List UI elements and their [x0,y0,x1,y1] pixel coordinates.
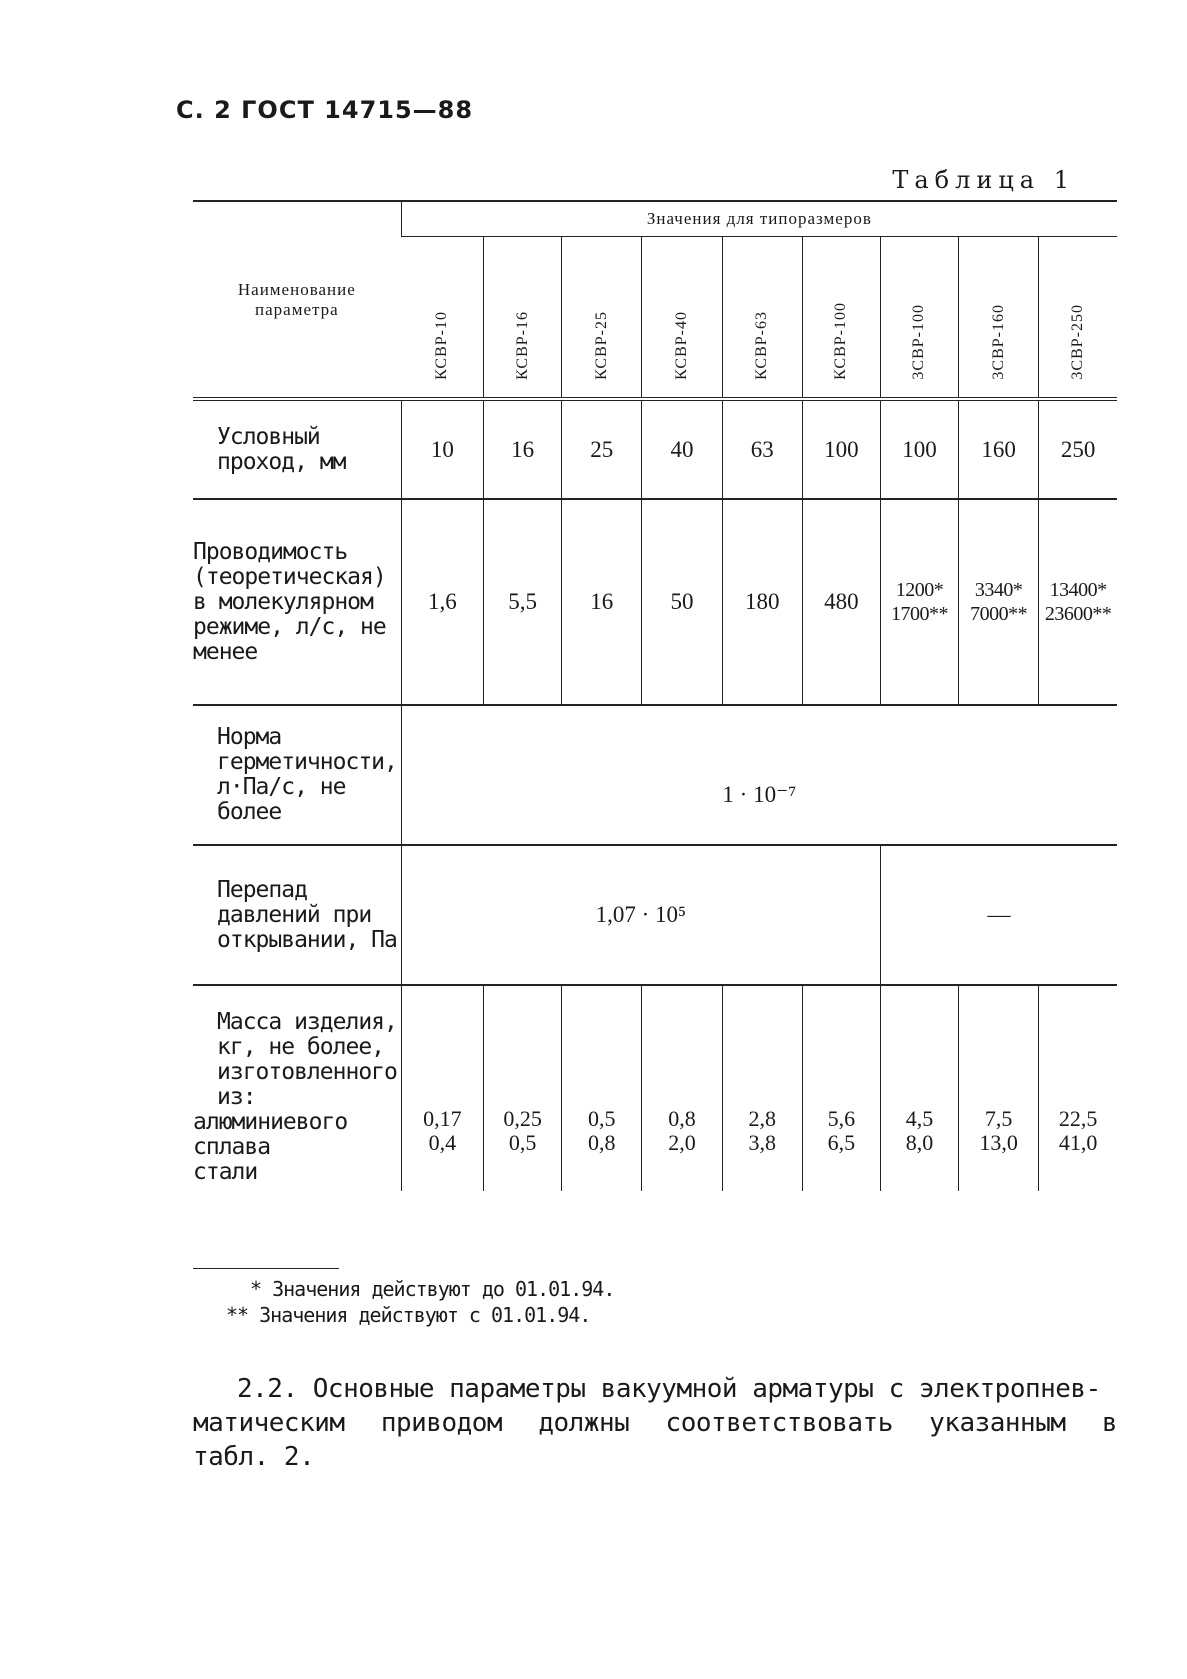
mass-sublabel-aluminium: алюминиевого сплава [193,1109,348,1160]
paragraph-line-3: табл. 2. [193,1442,315,1472]
mass-aluminium-value: 22,5 [1058,1106,1098,1131]
mass-steel-value: 2,0 [668,1130,696,1155]
column-header [958,237,1038,400]
mass-steel-value: 6,5 [827,1130,856,1155]
cell-conductance: 5,5 [484,499,562,705]
cell-mass [642,985,722,1191]
paragraph-line-1: 2.2. Основные параметры вакуумной арматуры с электропнев- [237,1374,1101,1404]
mass-steel-value: 41,0 [1058,1130,1098,1155]
mass-steel-value: 0,4 [428,1130,457,1155]
mass-aluminium-value: 4,5 [905,1106,934,1131]
mass-aluminium-value: 0,5 [588,1106,616,1131]
column-header [562,237,642,400]
paragraph-line-2 [193,1406,1117,1440]
mass-aluminium-value: 0,25 [503,1106,542,1131]
table-caption: Таблица 1 [892,166,1075,194]
row-nominal-bore [193,399,1117,499]
cell-conductance: 13400* 23600** [1039,499,1117,705]
cell-nominal-bore: 40 [642,399,722,499]
page-header: С. 2 ГОСТ 14715—88 [176,96,474,124]
leak-rate-value: 1 · 10⁻⁷ [401,705,1117,845]
cell-conductance: 1,6 [401,499,483,705]
cell-mass [722,985,802,1191]
mass-aluminium-value: 7,5 [984,1106,1013,1131]
mass-steel-value: 0,5 [508,1130,537,1155]
paragraph-word: в [1101,1408,1117,1438]
mass-steel-value: 13,0 [979,1130,1018,1155]
row-label: Норма герметичности, л·Па/с, не более [193,705,401,845]
column-header-label: КСВР-16 [513,311,531,380]
row-pressure-drop [193,845,1117,985]
cell-conductance: 16 [562,499,642,705]
column-header-label: КСВР-40 [673,311,690,380]
mass-sublabel-steel: стали [193,1159,258,1185]
mass-aluminium-value: 0,8 [668,1106,696,1131]
column-header [880,237,958,400]
column-header [1039,237,1117,400]
param-name-header: Наименование параметра [193,201,401,399]
paragraph-word: должны [538,1408,630,1438]
cell-nominal-bore: 100 [880,399,958,499]
cell-nominal-bore: 10 [401,399,483,499]
column-header-label: КСВР-100 [832,302,850,380]
column-header-label: 3СВР-160 [989,304,1007,380]
cell-nominal-bore: 160 [958,399,1038,499]
paragraph-word: указанным [929,1408,1066,1438]
row-mass [193,985,1117,1191]
column-header-label: 3СВР-100 [910,304,928,380]
mass-label: Масса изделия, кг, не более, изготовленного из: [217,1009,397,1110]
cell-nominal-bore: 63 [722,399,802,499]
cell-nominal-bore: 25 [562,399,642,499]
cell-mass [401,985,483,1191]
paragraph-word: соответствовать [665,1408,893,1438]
cell-conductance: 1200* 1700** [880,499,958,705]
row-label: Перепад давлений при открывании, Па [193,845,401,985]
cell-mass [880,985,958,1191]
paragraph-word: матическим [193,1408,345,1438]
pressure-drop-zsvr-value: — [880,845,1117,985]
cell-mass [562,985,642,1191]
cell-conductance: 3340* 7000** [958,499,1038,705]
mass-aluminium-value: 5,6 [827,1106,856,1131]
column-header-label: КСВР-10 [433,311,451,380]
mass-steel-value: 3,8 [748,1130,776,1155]
column-header-label: КСВР-63 [753,311,771,380]
cell-conductance: 50 [642,499,722,705]
cell-nominal-bore: 250 [1039,399,1117,499]
column-header [722,237,802,400]
row-label: Условный проход, мм [193,399,401,499]
footnote-2: ** Значения действуют с 01.01.94. [226,1303,591,1327]
column-header-label: 3СВР-250 [1069,304,1087,380]
parameters-table [193,200,1117,1191]
cell-conductance: 480 [802,499,880,705]
cell-mass [1039,985,1117,1191]
paragraph-2-2 [193,1372,1117,1474]
footnote-divider [193,1268,339,1269]
mass-aluminium-value: 2,8 [748,1106,776,1131]
cell-mass [484,985,562,1191]
cell-mass [802,985,880,1191]
column-header [642,237,722,400]
row-leak-rate [193,705,1117,845]
column-header [401,237,483,400]
column-header [484,237,562,400]
mass-steel-value: 0,8 [588,1130,616,1155]
footnote-1: * Значения действуют до 01.01.94. [250,1277,615,1301]
row-label [193,985,401,1191]
column-header-label: КСВР-25 [592,311,610,380]
mass-aluminium-value: 0,17 [423,1106,462,1131]
cell-nominal-bore: 100 [802,399,880,499]
column-header [802,237,880,400]
paragraph-word: приводом [380,1408,503,1438]
row-label: Проводимость (теоретическая) в молекулярном режиме, л/с, не менее [193,499,401,705]
pressure-drop-ksvr-value: 1,07 · 10⁵ [401,845,880,985]
row-conductance [193,499,1117,705]
cell-conductance: 180 [722,499,802,705]
cell-mass [958,985,1038,1191]
values-group-header: Значения для типоразмеров [401,201,1117,237]
cell-nominal-bore: 16 [484,399,562,499]
mass-steel-value: 8,0 [905,1130,934,1155]
